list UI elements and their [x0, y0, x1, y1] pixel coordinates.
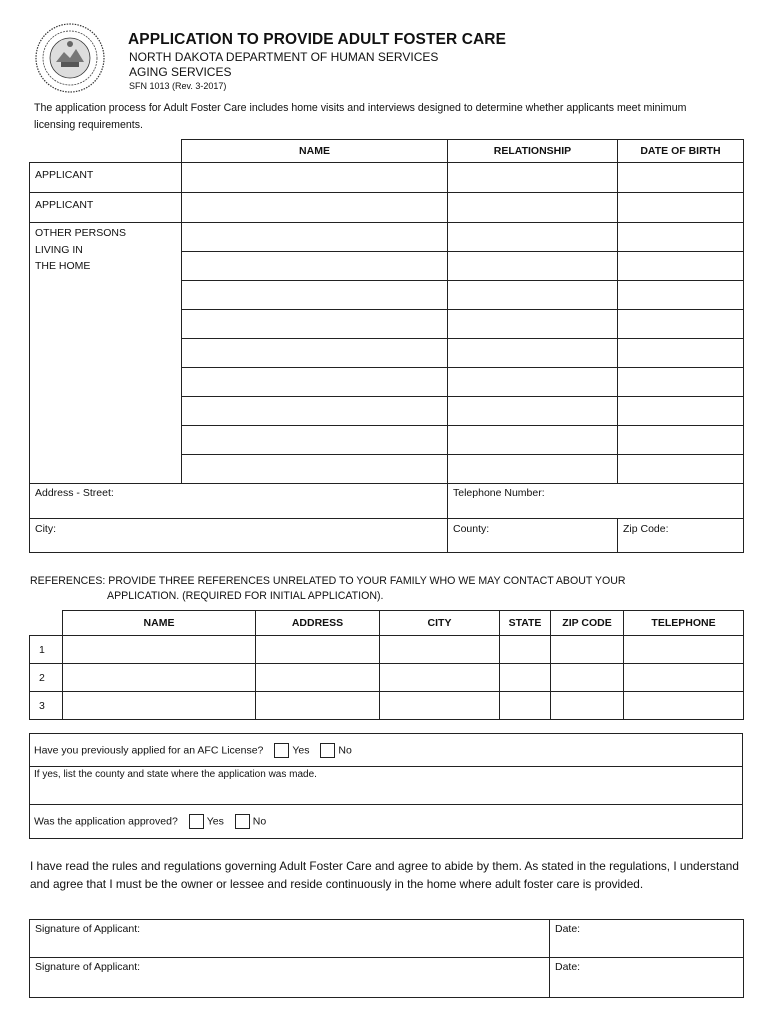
- person-relationship-field[interactable]: [448, 368, 618, 397]
- address-street-field[interactable]: Address - Street:: [30, 484, 448, 519]
- ref-row-number: 2: [30, 664, 63, 692]
- person-name-field[interactable]: [182, 397, 448, 426]
- references-table: [29, 610, 744, 720]
- person-relationship-field[interactable]: [448, 397, 618, 426]
- ref-col-address: ADDRESS: [256, 611, 380, 636]
- ref-address-field[interactable]: [256, 664, 380, 692]
- person-dob-field[interactable]: [618, 310, 744, 339]
- person-relationship-field[interactable]: [448, 426, 618, 455]
- date-field[interactable]: Date:: [550, 920, 744, 958]
- approved-question: [34, 814, 266, 829]
- approved-no-checkbox[interactable]: [235, 814, 250, 829]
- applicant1-relationship-field[interactable]: [448, 163, 618, 193]
- city-field[interactable]: City:: [30, 519, 448, 553]
- person-relationship-field[interactable]: [448, 310, 618, 339]
- ref-state-field[interactable]: [500, 636, 551, 664]
- ref-zip-field[interactable]: [551, 664, 624, 692]
- signature-field[interactable]: Signature of Applicant:: [30, 920, 550, 958]
- state-seal-icon: [34, 22, 106, 94]
- ref-state-field[interactable]: [500, 692, 551, 720]
- ref-address-field[interactable]: [256, 692, 380, 720]
- divider: [29, 766, 743, 767]
- ref-col-name: NAME: [63, 611, 256, 636]
- signature-field[interactable]: Signature of Applicant:: [30, 958, 550, 998]
- person-relationship-field[interactable]: [448, 339, 618, 368]
- person-name-field[interactable]: [182, 223, 448, 252]
- person-relationship-field[interactable]: [448, 281, 618, 310]
- ref-city-field[interactable]: [380, 636, 500, 664]
- person-name-field[interactable]: [182, 339, 448, 368]
- ref-city-field[interactable]: [380, 664, 500, 692]
- ref-telephone-field[interactable]: [624, 692, 744, 720]
- col-date-of-birth: DATE OF BIRTH: [618, 140, 744, 163]
- signature-table: [29, 919, 744, 998]
- prev-applied-question: [34, 743, 352, 758]
- form-number: SFN 1013 (Rev. 3-2017): [129, 81, 227, 91]
- ref-zip-field[interactable]: [551, 636, 624, 664]
- person-name-field[interactable]: [182, 281, 448, 310]
- person-dob-field[interactable]: [618, 397, 744, 426]
- person-name-field[interactable]: [182, 426, 448, 455]
- ref-col-zip: ZIP CODE: [551, 611, 624, 636]
- ref-col-telephone: TELEPHONE: [624, 611, 744, 636]
- applicant1-dob-field[interactable]: [618, 163, 744, 193]
- applicant1-name-field[interactable]: [182, 163, 448, 193]
- references-instruction-line: REFERENCES: PROVIDE THREE REFERENCES UNRELATED TO YOUR FAMILY WHO WE MAY CONTACT ABOUT YOUR: [30, 575, 626, 587]
- ref-name-field[interactable]: [63, 692, 256, 720]
- county-field[interactable]: County:: [448, 519, 618, 553]
- agreement-statement: I have read the rules and regulations governing Adult Foster Care and agree to abide by them. As stated in the regulations, I understand and agree that I must be the owner or lessee and reside continuously in the home where adult foster care is provided.: [30, 859, 739, 891]
- col-relationship: RELATIONSHIP: [448, 140, 618, 163]
- no-label: No: [252, 815, 267, 828]
- yes-label: Yes: [292, 744, 310, 757]
- zip-code-field[interactable]: Zip Code:: [618, 519, 744, 553]
- person-relationship-field[interactable]: [448, 252, 618, 281]
- applicant2-dob-field[interactable]: [618, 193, 744, 223]
- approved-yes-checkbox[interactable]: [189, 814, 204, 829]
- references-instruction-line: APPLICATION. (REQUIRED FOR INITIAL APPLICATION).: [107, 590, 384, 602]
- division-name: AGING SERVICES: [129, 65, 232, 79]
- approved-label: Was the application approved?: [34, 815, 178, 828]
- person-relationship-field[interactable]: [448, 223, 618, 252]
- intro-text: The application process for Adult Foster Care includes home visits and interviews designed to determine whether applicants meet minimum licensing requirements.: [34, 102, 687, 131]
- other-persons-line: LIVING IN: [35, 243, 83, 256]
- ref-col-state: STATE: [500, 611, 551, 636]
- applicant2-name-field[interactable]: [182, 193, 448, 223]
- col-name: NAME: [182, 140, 448, 163]
- other-persons-line: THE HOME: [35, 260, 91, 272]
- person-name-field[interactable]: [182, 368, 448, 397]
- if-yes-county-state-field[interactable]: If yes, list the county and state where the application was made.: [34, 769, 317, 780]
- ref-name-field[interactable]: [63, 664, 256, 692]
- person-dob-field[interactable]: [618, 281, 744, 310]
- person-name-field[interactable]: [182, 455, 448, 484]
- person-dob-field[interactable]: [618, 339, 744, 368]
- yes-label: Yes: [206, 815, 224, 828]
- other-persons-label: [30, 223, 182, 484]
- ref-telephone-field[interactable]: [624, 636, 744, 664]
- applicant-label: APPLICANT: [30, 193, 182, 223]
- ref-telephone-field[interactable]: [624, 664, 744, 692]
- prev-applied-no-checkbox[interactable]: [320, 743, 335, 758]
- ref-state-field[interactable]: [500, 664, 551, 692]
- telephone-field[interactable]: Telephone Number:: [448, 484, 744, 519]
- prev-applied-yes-checkbox[interactable]: [274, 743, 289, 758]
- references-instruction: [30, 574, 710, 604]
- person-name-field[interactable]: [182, 252, 448, 281]
- ref-city-field[interactable]: [380, 692, 500, 720]
- divider: [29, 804, 743, 805]
- ref-row-number: 1: [30, 636, 63, 664]
- ref-name-field[interactable]: [63, 636, 256, 664]
- form-title: APPLICATION TO PROVIDE ADULT FOSTER CARE: [128, 31, 507, 48]
- applicant2-relationship-field[interactable]: [448, 193, 618, 223]
- other-persons-line: OTHER PERSONS: [35, 227, 127, 239]
- person-dob-field[interactable]: [618, 223, 744, 252]
- person-name-field[interactable]: [182, 310, 448, 339]
- ref-address-field[interactable]: [256, 636, 380, 664]
- date-field[interactable]: Date:: [550, 958, 744, 998]
- no-label: No: [338, 744, 352, 757]
- person-dob-field[interactable]: [618, 426, 744, 455]
- person-dob-field[interactable]: [618, 455, 744, 484]
- household-table: [29, 139, 744, 553]
- person-dob-field[interactable]: [618, 368, 744, 397]
- ref-zip-field[interactable]: [551, 692, 624, 720]
- person-dob-field[interactable]: [618, 252, 744, 281]
- department-name: NORTH DAKOTA DEPARTMENT OF HUMAN SERVICES: [129, 50, 439, 64]
- prev-applied-label: Have you previously applied for an AFC License?: [34, 744, 264, 757]
- applicant-label: APPLICANT: [30, 163, 182, 193]
- ref-col-city: CITY: [380, 611, 500, 636]
- person-relationship-field[interactable]: [448, 455, 618, 484]
- ref-row-number: 3: [30, 692, 63, 720]
